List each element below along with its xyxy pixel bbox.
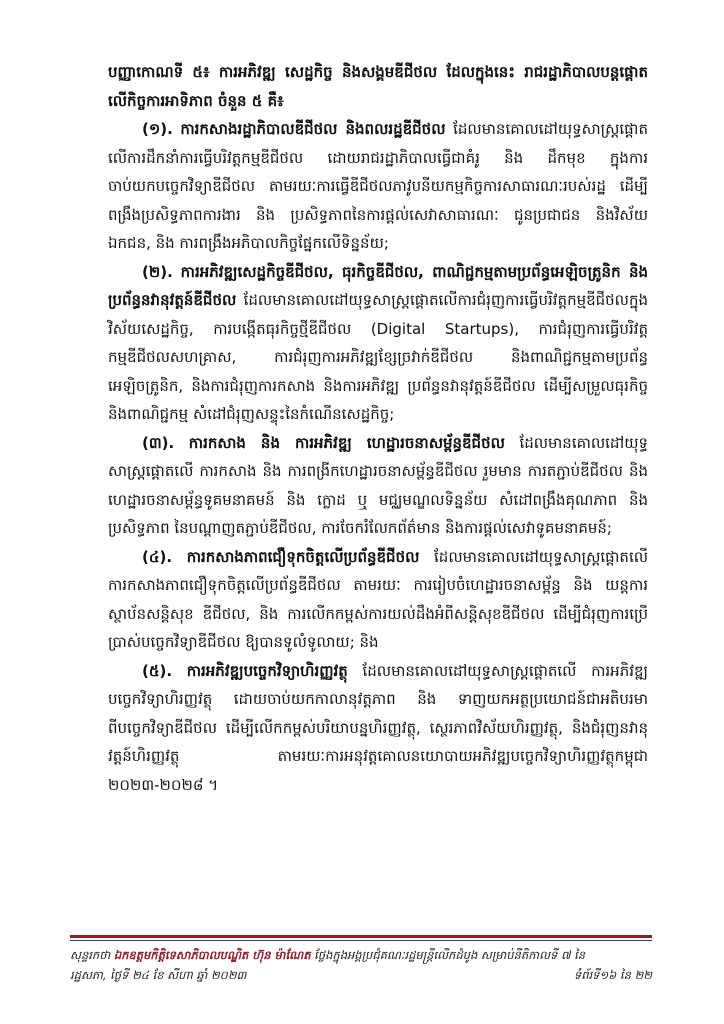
item-heading: ការកសាងរដ្ឋាភិបាលឌីជីថល និងពលរដ្ឋឌីជីថល (180, 120, 446, 138)
footer-date: រដ្ឋសភា, ថ្ងៃទី ២៤ ខែ សីហា ឆ្នាំ ២០២៣ (70, 968, 247, 982)
item-heading: ការកសាងភាពជឿទុកចិត្តលើប្រព័ន្ធឌីជីថល (186, 547, 420, 566)
footer-second-line (70, 965, 652, 985)
priority-item-1 (108, 115, 648, 258)
priority-item-3 (108, 429, 648, 543)
pillar-intro: បញ្ញាកោណទី ៥៖ ការអភិវឌ្ឍ សេដ្ឋកិច្ច និងសង្គមឌីជីថល ដែលក្នុងនេះ រាជរដ្ឋាភិបាលបន្តផ្តោតលើកិច្ចការអាទិភាព ចំនួន ៥ គឺ៖ (108, 63, 648, 110)
item-number: (២). (142, 262, 173, 281)
footer-prefix: សុន្ទរកថា (70, 948, 111, 962)
item-number: (៥). (142, 661, 173, 680)
item-body: ដែលមានគោលដៅយុទ្ធសាស្ត្រផ្តោតលើ ការអភិវឌ្ឍបច្ចេកវិទ្យាហិរញ្ញវត្ថុ ដោយចាប់យកកាលានុវត្តភាព និង ទាញយកអត្ថប្រយោជន៍ជាអតិបរមា ពីបច្ចេកវិទ្យាឌីជីថល ដើម្បីលើកកម្ពស់បរិយាបន្នហិរញ្ញវត្ថុ, ស្ថេរភាពវិស័យហិរញ្ញវត្ថុ, និងជំរុញនវានុវត្តន៍ហិរញ្ញវត្ថុ តាមរយៈការអនុវត្តគោលនយោបាយអភិវឌ្ឍបច្ចេកវិទ្យាហិរញ្ញវត្ថុកម្ពុជា ២០២៣-២០២៨ ។ (108, 661, 648, 794)
item-body: ដែលមានគោលដៅយុទ្ធសាស្ត្រផ្តោតលើ ការកសាងភាពជឿទុកចិត្តលើប្រព័ន្ធឌីជីថល តាមរយៈ ការរៀបចំហេដ្ឋារចនាសម្ព័ន្ធ និង យន្តការស្ថាប័នសន្តិសុខ ឌីជីថល, និង ការលើកកម្ពស់ការយល់ដឹងអំពីសន្តិសុខឌីជីថល ដើម្បីជំរុញការប្រើប្រាស់បច្ចេកវិទ្យាឌីជីថល ឱ្យបានទូលំទូលាយ; និង (108, 547, 648, 651)
priority-item-5 (108, 657, 648, 800)
footer-speaker: ឯកឧត្តមកិត្តិទេសាភិបាលបណ្ឌិត ហ៊ុន ម៉ាណែត (113, 948, 311, 962)
item-body: ដែលមានគោលដៅយុទ្ធសាស្ត្រផ្តោតលើការដឹកនាំការធ្វើបរិវត្តកម្មឌីជីថល ដោយរាជរដ្ឋាភិបាលធ្វើជាគំរូ និង ដឹកមុខ ក្នុងការចាប់យកបច្ចេកវិទ្យាឌីជីថល តាមរយៈការធ្វើឌីជីថលភាវូបនីយកម្មកិច្ចការសាធារណៈរបស់រដ្ឋ ដើម្បីពង្រឹងប្រសិទ្ធភាពការងារ និង ប្រសិទ្ធភាពនៃការផ្តល់សេវាសាធារណៈ ជូនប្រជាជន និងវិស័យឯកជន, និង ការពង្រឹងអភិបាលកិច្ចផ្នែកលើទិន្នន័យ; (108, 120, 648, 252)
item-heading: ការកសាង និង ការអភិវឌ្ឍ ហេដ្ឋារចនាសម្ព័ន្ធឌីជីថល (188, 433, 505, 452)
item-number: (១). (142, 120, 173, 138)
page-footer (70, 945, 652, 985)
priority-item-2 (108, 258, 648, 429)
item-heading: ការអភិវឌ្ឍបច្ចេកវិទ្យាហិរញ្ញវត្ថុ (186, 661, 348, 680)
item-number: (៤). (142, 547, 173, 566)
item-body: ដែលមានគោលដៅយុទ្ធសាស្ត្រផ្តោតលើ ការកសាង និង ការពង្រីកហេដ្ឋារចនាសម្ព័ន្ធឌីជីថល រួមមាន ការតភ្ជាប់ឌីជីថល និង ហេដ្ឋារចនាសម្ព័ន្ធទូគមនាគមន៍ និង ក្លោដ ឬ មជ្ឈមណ្ឌលទិន្នន័យ សំដៅពង្រឹងគុណភាព និង ប្រសិទ្ធភាព នៃបណ្តាញតភ្ជាប់ឌីជីថល, ការចែករំលែកព័ត៌មាន និងការផ្តល់សេវាទូគមនាគមន៍; (108, 433, 648, 537)
item-heading: ការអភិវឌ្ឍសេដ្ឋកិច្ចឌីជីថល, ធុរកិច្ចឌីជីថល, ពាណិជ្ជកម្មតាមប្រព័ន្ធអេឡិចត្រូនិក និងប្រព័ន្ធនវានុវត្តន៍ឌីជីថល (108, 262, 648, 309)
item-body: ដែលមានគោលដៅយុទ្ធសាស្ត្រផ្តោតលើការជំរុញការធ្វើបរិវត្តកម្មឌីជីថលក្នុងវិស័យសេដ្ឋកិច្ច, ការបង្កើតធុរកិច្ចថ្មីឌីជីថល (Digital Startups), ការជំរុញការធ្វើបរិវត្តកម្មឌីជីថលសហគ្រាស, ការជំរុញការអភិវឌ្ឍខ្សែច្រវាក់ឌីជីថល និងពាណិជ្ជកម្មតាមប្រព័ន្ធអេឡិចត្រូនិក, និងការជំរុញការកសាង និងការអភិវឌ្ឍ ប្រព័ន្ធនវានុវត្តន៍ឌីជីថល ដើម្បីសម្រួលធុរកិច្ច និងពាណិជ្ជកម្ម សំដៅជំរុញសន្ទុះនៃកំណើនសេដ្ឋកិច្ច; (108, 291, 648, 423)
footer-occasion: ថ្លែងក្នុងអង្គប្រជុំគណៈរដ្ឋមន្ត្រីលើកដំបូង សម្រាប់នីតិកាលទី ៧ នៃ (314, 948, 586, 962)
document-body (108, 58, 648, 799)
footer-source-line (70, 945, 652, 965)
page-number: ទំព័រទី១៦ នៃ ២២ (573, 968, 652, 982)
priority-item-4 (108, 543, 648, 657)
item-number: (៣). (142, 433, 175, 452)
